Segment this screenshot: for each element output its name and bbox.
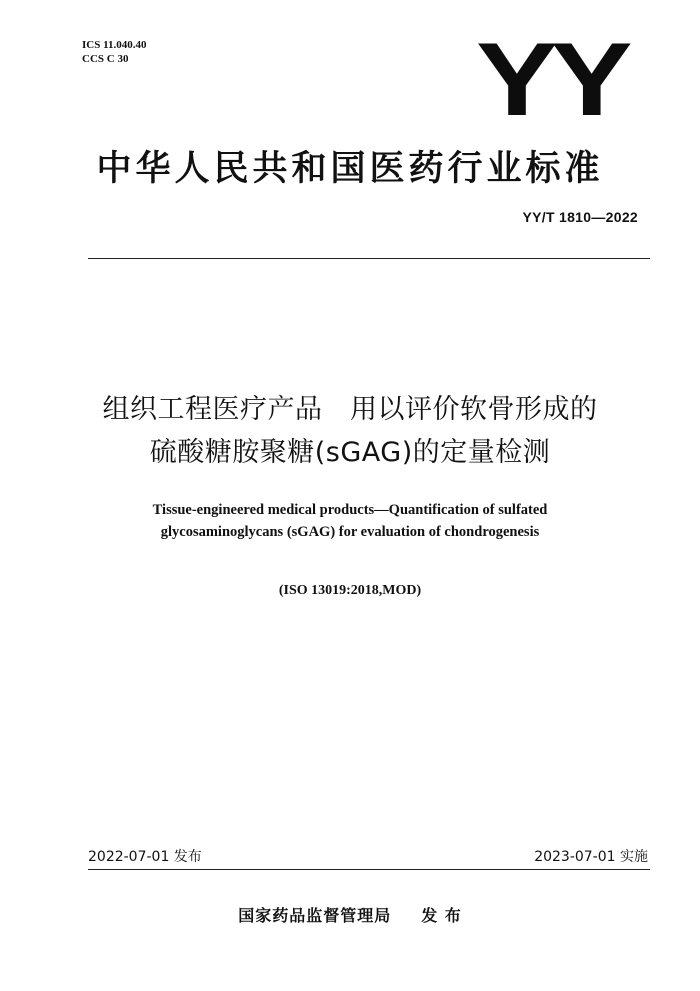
header-divider	[88, 258, 650, 259]
yy-logo: YY	[476, 22, 626, 138]
title-cn-line1: 组织工程医疗产品 用以评价软骨形成的	[102, 394, 598, 425]
iso-reference: (ISO 13019:2018,MOD)	[278, 583, 422, 598]
issuer-name: 国家药品监督管理局	[238, 906, 392, 925]
implementation-date: 2023-07-01 实施	[534, 849, 648, 865]
classification-codes	[82, 38, 147, 66]
publish-date: 2022-07-01 发布	[88, 849, 202, 865]
standard-number: YY/T 1810—2022	[522, 209, 638, 225]
industry-standard-title: 中华人民共和国医药行业标准	[96, 149, 604, 189]
issuer-line	[0, 903, 700, 926]
ccs-code: CCS C 30	[82, 53, 129, 65]
issuer-action: 发 布	[421, 906, 462, 925]
title-en-line1: Tissue-engineered medical products—Quantification of sulfated	[152, 502, 548, 518]
footer-divider	[88, 869, 650, 870]
title-en-line2: glycosaminoglycans (sGAG) for evaluation of chondrogenesis	[160, 524, 540, 540]
title-cn-line2: 硫酸糖胺聚糖(sGAG)的定量检测	[149, 437, 551, 468]
ics-code: ICS 11.040.40	[82, 39, 147, 51]
